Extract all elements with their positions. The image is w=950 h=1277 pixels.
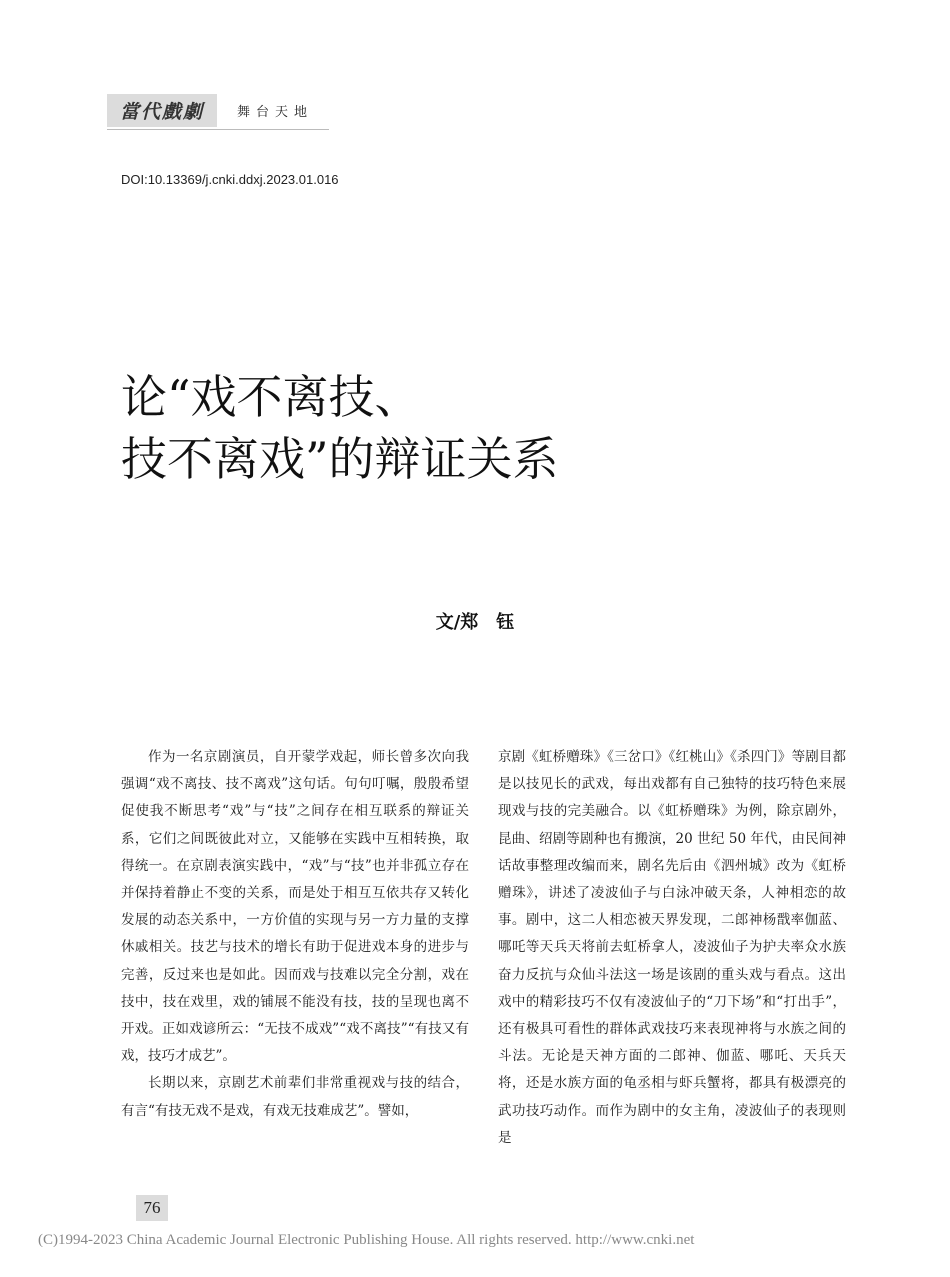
title-line-1: 论“戏不离技、 xyxy=(121,370,421,424)
body-paragraph: 作为一名京剧演员，自开蒙学戏起，师长曾多次向我强调“戏不离技、技不离戏”这句话。句句叮嘱，殷殷希望促使我不断思考“戏”与“技”之间存在相互联系的辩证关系，它们之间既彼此对立，又能够在实践中互相转换，取得统一。在京剧表演实践中，“戏”与“技”也并非孤立存在并保持着静止不变的关系，而是处于相互互依共存又转化发展的动态关系中，一方价值的实现与另一方力量的支撑休戚相关。技艺与技术的增长有助于促进戏本身的进步与完善，反过来也是如此。因而戏与技难以完全分割，戏在技中，技在戏里，戏的铺展不能没有技，技的呈现也离不开戏。正如戏谚所云：“无技不成戏”“戏不离技”“有技又有戏，技巧才成艺”。 xyxy=(121,749,469,1065)
journal-logo xyxy=(107,94,217,127)
body-paragraph-continued: 京剧《虹桥赠珠》《三岔口》《红桃山》《杀四门》等剧目都是以技见长的武戏，每出戏都有自己独特的技巧特色来展现戏与技的完美融合。以《虹桥赠珠》为例，除京剧外，昆曲、绍剧等剧种也有搬演，20 世纪 50 年代，由民间神话故事整理改编而来，剧名先后由《泗州城》改为《虹桥赠珠》，讲述了凌波仙子与白泳冲破天条，人神相恋的故事。剧中，这二人相恋被天界发现，二郎神杨戬率伽蓝、哪吒等天兵天将前去虹桥拿人，凌波仙子为护夫率众水族奋力反抗与众仙斗法这一场是该剧的重头戏与看点。这出戏中的精彩技巧不仅有凌波仙子的“刀下场”和“打出手”，还有极具可看性的群体武戏技巧来表现神将与水族之间的斗法。无论是天神方面的二郎神、伽蓝、哪吒、天兵天将，还是水族方面的龟丞相与虾兵蟹将，都具有极漂亮的武功技巧动作。而作为剧中的女主角，凌波仙子的表现则是 xyxy=(498,749,846,1146)
page-number: 76 xyxy=(136,1195,168,1221)
author-byline: 文/郑 钰 xyxy=(435,612,515,633)
body-column-left xyxy=(121,744,469,1125)
masthead-divider xyxy=(107,129,329,130)
body-paragraph: 长期以来，京剧艺术前辈们非常重视戏与技的结合，有言“有技无戏不是戏，有戏无技难成艺”。譬如， xyxy=(121,1075,469,1119)
section-name: 舞台天地 xyxy=(237,105,314,120)
article-title xyxy=(121,366,559,490)
journal-logo-text: 當代戲劇 xyxy=(119,101,204,123)
journal-masthead xyxy=(107,94,313,127)
title-line-2: 技不离戏”的辩证关系 xyxy=(121,432,559,486)
body-column-right xyxy=(498,744,846,1152)
copyright-footer: (C)1994-2023 China Academic Journal Electronic Publishing House. All rights reserved. http://www.cnki.net xyxy=(38,1232,695,1248)
doi-identifier: DOI:10.13369/j.cnki.ddxj.2023.01.016 xyxy=(121,172,339,187)
